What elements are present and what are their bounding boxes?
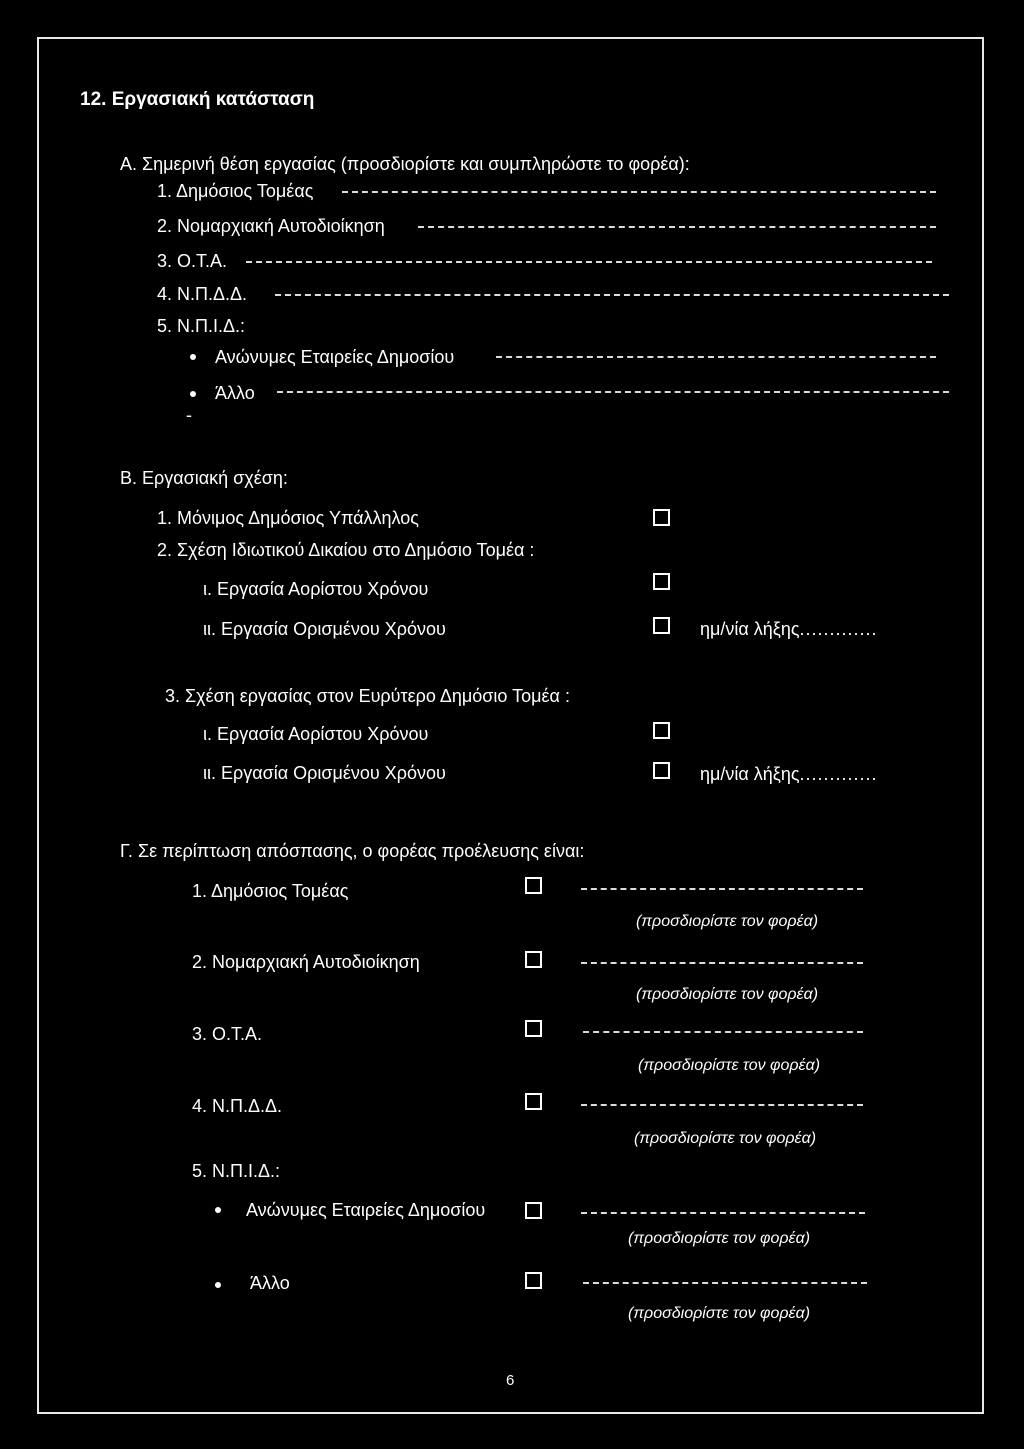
g-bullet-ae: Ανώνυμες Εταιρείες Δημοσίου <box>246 1200 486 1220</box>
section-b-heading: Β. Εργασιακή σχέση: <box>120 468 288 488</box>
checkbox-b2-indefinite[interactable] <box>653 573 670 590</box>
stray-mark: - <box>186 405 192 425</box>
end-date-label: ημ/νία λήξης............. <box>700 619 878 639</box>
section-title: 12. Εργασιακή κατάσταση <box>80 89 315 110</box>
end-date-label: ημ/νία λήξης............. <box>700 764 878 784</box>
b3-sub-fixed: ιι. Εργασία Ορισμένου Χρόνου <box>203 763 446 783</box>
checkbox-g-prefecture[interactable] <box>525 951 542 968</box>
g-specify-hint: (προσδιορίστε τον φορέα) <box>628 1230 811 1247</box>
checkbox-g-npdd[interactable] <box>525 1093 542 1110</box>
a-fill-line-5[interactable] <box>496 356 936 358</box>
g-specify-hint: (προσδιορίστε τον φορέα) <box>636 913 819 930</box>
page-frame <box>37 37 984 1414</box>
g-item-public-sector: 1. Δημόσιος Τομέας <box>192 881 349 901</box>
checkbox-b3-fixed[interactable] <box>653 762 670 779</box>
checkbox-b2-fixed[interactable] <box>653 617 670 634</box>
a-bullet-ae: Ανώνυμες Εταιρείες Δημοσίου <box>215 347 455 367</box>
bullet-icon <box>215 1282 221 1288</box>
bullet-icon <box>190 354 196 360</box>
a-fill-line-2[interactable] <box>418 226 936 228</box>
checkbox-g-public[interactable] <box>525 877 542 894</box>
a-item-npdd: 4. Ν.Π.Δ.Δ. <box>157 284 248 304</box>
g-fill-line-5[interactable] <box>581 1212 865 1214</box>
section-g-heading: Γ. Σε περίπτωση απόσπασης, ο φορέας προέλευσης είναι: <box>120 841 585 861</box>
a-fill-line-3[interactable] <box>246 261 932 263</box>
b2-sub-fixed: ιι. Εργασία Ορισμένου Χρόνου <box>203 619 446 639</box>
bullet-icon <box>215 1207 221 1213</box>
g-specify-hint: (προσδιορίστε τον φορέα) <box>628 1305 811 1322</box>
g-fill-line-1[interactable] <box>581 888 863 890</box>
checkbox-g-ae[interactable] <box>525 1202 542 1219</box>
a-fill-line-1[interactable] <box>342 191 936 193</box>
a-fill-line-6[interactable] <box>277 391 949 393</box>
g-item-ota: 3. Ο.Τ.Α. <box>192 1024 263 1044</box>
a-item-npid: 5. Ν.Π.Ι.Δ.: <box>157 316 246 336</box>
g-fill-line-4[interactable] <box>581 1104 863 1106</box>
checkbox-g-other[interactable] <box>525 1272 542 1289</box>
checkbox-g-ota[interactable] <box>525 1020 542 1037</box>
b2-sub-indefinite: ι. Εργασία Αορίστου Χρόνου <box>203 579 429 599</box>
g-fill-line-3[interactable] <box>583 1031 863 1033</box>
g-fill-line-2[interactable] <box>581 962 863 964</box>
b-item-wider-public: 3. Σχέση εργασίας στον Ευρύτερο Δημόσιο Τομέα : <box>165 686 570 706</box>
g-specify-hint: (προσδιορίστε τον φορέα) <box>638 1057 821 1074</box>
bullet-icon <box>190 391 196 397</box>
section-a-heading: Α. Σημερινή θέση εργασίας (προσδιορίστε και συμπληρώστε το φορέα): <box>120 154 690 174</box>
g-bullet-other: Άλλο <box>250 1273 290 1293</box>
g-item-prefecture: 2. Νομαρχιακή Αυτοδιοίκηση <box>192 952 420 972</box>
g-item-npdd: 4. Ν.Π.Δ.Δ. <box>192 1096 283 1116</box>
a-item-prefecture: 2. Νομαρχιακή Αυτοδιοίκηση <box>157 216 385 236</box>
a-fill-line-4[interactable] <box>275 294 949 296</box>
a-bullet-other: Άλλο <box>215 383 255 403</box>
g-fill-line-6[interactable] <box>583 1282 867 1284</box>
checkbox-permanent[interactable] <box>653 509 670 526</box>
g-item-npid: 5. Ν.Π.Ι.Δ.: <box>192 1161 281 1181</box>
b3-sub-indefinite: ι. Εργασία Αορίστου Χρόνου <box>203 724 429 744</box>
b-item-permanent: 1. Μόνιμος Δημόσιος Υπάλληλος <box>157 508 419 528</box>
page-number: 6 <box>506 1372 515 1389</box>
b-item-private-law: 2. Σχέση Ιδιωτικού Δικαίου στο Δημόσιο Τομέα : <box>157 540 535 560</box>
a-item-public-sector: 1. Δημόσιος Τομέας <box>157 181 314 201</box>
checkbox-b3-indefinite[interactable] <box>653 722 670 739</box>
a-item-ota: 3. Ο.Τ.Α. <box>157 251 228 271</box>
g-specify-hint: (προσδιορίστε τον φορέα) <box>634 1130 817 1147</box>
g-specify-hint: (προσδιορίστε τον φορέα) <box>636 986 819 1003</box>
